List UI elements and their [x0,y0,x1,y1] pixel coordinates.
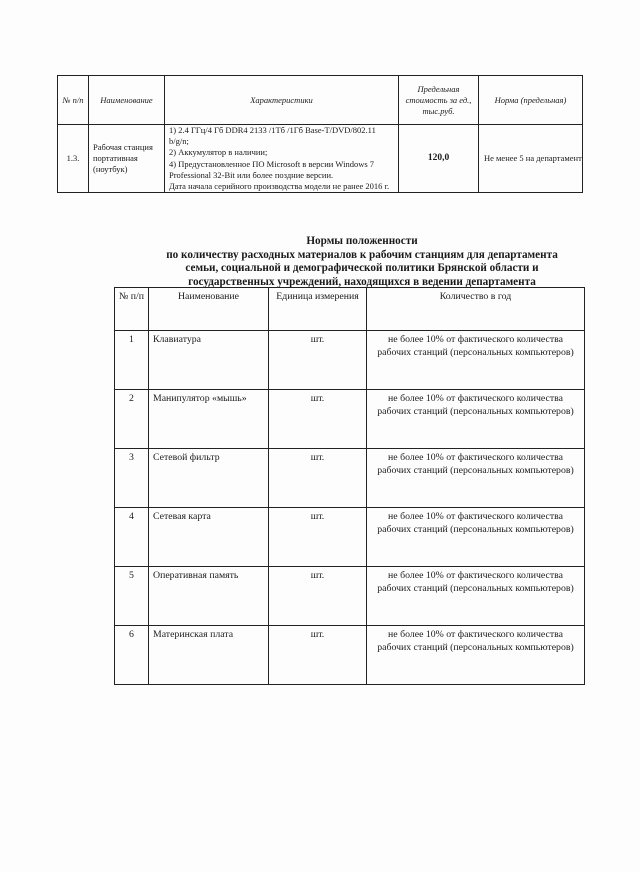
characteristic-line: 2) Аккумулятор в наличии; [169,147,268,158]
heading-line: семьи, социальной и демографической политики Брянской области и [185,262,539,275]
row-num: 3 [115,449,149,508]
header-name: Наименование [89,76,165,125]
characteristic-line: Дата начала серийного производства модели не ранее 2016 г. [169,181,390,192]
heading-line: государственных учреждений, находящихся в ведении департамента [188,275,536,288]
heading-line: Нормы положенности [306,235,418,247]
row-unit: шт. [269,449,367,508]
header-cost: Предельная стоимость за ед., тыс.руб. [399,76,479,125]
row-cost: 120,0 [399,125,479,193]
row-num: 4 [115,508,149,567]
equipment-table [57,75,583,193]
equipment-table-header [58,76,583,125]
header-name: Наименование [149,288,269,331]
header-num: № п/п [115,288,149,331]
row-unit: шт. [269,390,367,449]
norms-heading [130,235,594,289]
header-norm: Норма (предельная) [479,76,583,125]
table-row [115,449,585,508]
row-unit: шт. [269,567,367,626]
row-quantity: не более 10% от фактического количества рабочих станций (персональных компьютеров) [367,508,585,567]
header-quantity: Количество в год [367,288,585,331]
row-name: Сетевая карта [149,508,269,567]
row-num: 1.3. [58,125,89,193]
row-quantity: не более 10% от фактического количества рабочих станций (персональных компьютеров) [367,390,585,449]
row-name: Рабочая станция портативная (ноутбук) [89,125,165,193]
row-name: Манипулятор «мышь» [149,390,269,449]
header-unit: Единица измерения [269,288,367,331]
row-unit: шт. [269,331,367,390]
row-name: Клавиатура [149,331,269,390]
row-quantity: не более 10% от фактического количества рабочих станций (персональных компьютеров) [367,567,585,626]
characteristic-line: 1) 2.4 ГГц/4 Гб DDR4 2133 /1Тб /1Гб Base-T/DVD/802.11 b/g/n; [169,125,376,147]
row-unit: шт. [269,626,367,685]
row-name: Оперативная память [149,567,269,626]
row-norm: Не менее 5 на департамент [479,125,583,193]
row-num: 2 [115,390,149,449]
header-num: № п/п [58,76,89,125]
row-quantity: не более 10% от фактического количества рабочих станций (персональных компьютеров) [367,449,585,508]
row-characteristics [165,125,399,193]
row-num: 5 [115,567,149,626]
table-row [115,331,585,390]
table-row [115,567,585,626]
header-characteristics: Характеристики [165,76,399,125]
consumables-table-header [115,288,585,331]
row-name: Сетевой фильтр [149,449,269,508]
heading-line: по количеству расходных материалов к рабочим станциям для департамента [166,248,558,261]
characteristic-line: 4) Предустановленное ПО Microsoft в версии Windows 7 Professional 32-Bit или более поздние версии. [169,158,375,180]
row-quantity: не более 10% от фактического количества рабочих станций (персональных компьютеров) [367,626,585,685]
row-unit: шт. [269,508,367,567]
row-quantity: не более 10% от фактического количества рабочих станций (персональных компьютеров) [367,331,585,390]
consumables-table [114,287,585,685]
table-row [115,390,585,449]
row-num: 6 [115,626,149,685]
table-row [58,125,583,193]
table-row [115,508,585,567]
table-row [115,626,585,685]
row-num: 1 [115,331,149,390]
row-name: Материнская плата [149,626,269,685]
